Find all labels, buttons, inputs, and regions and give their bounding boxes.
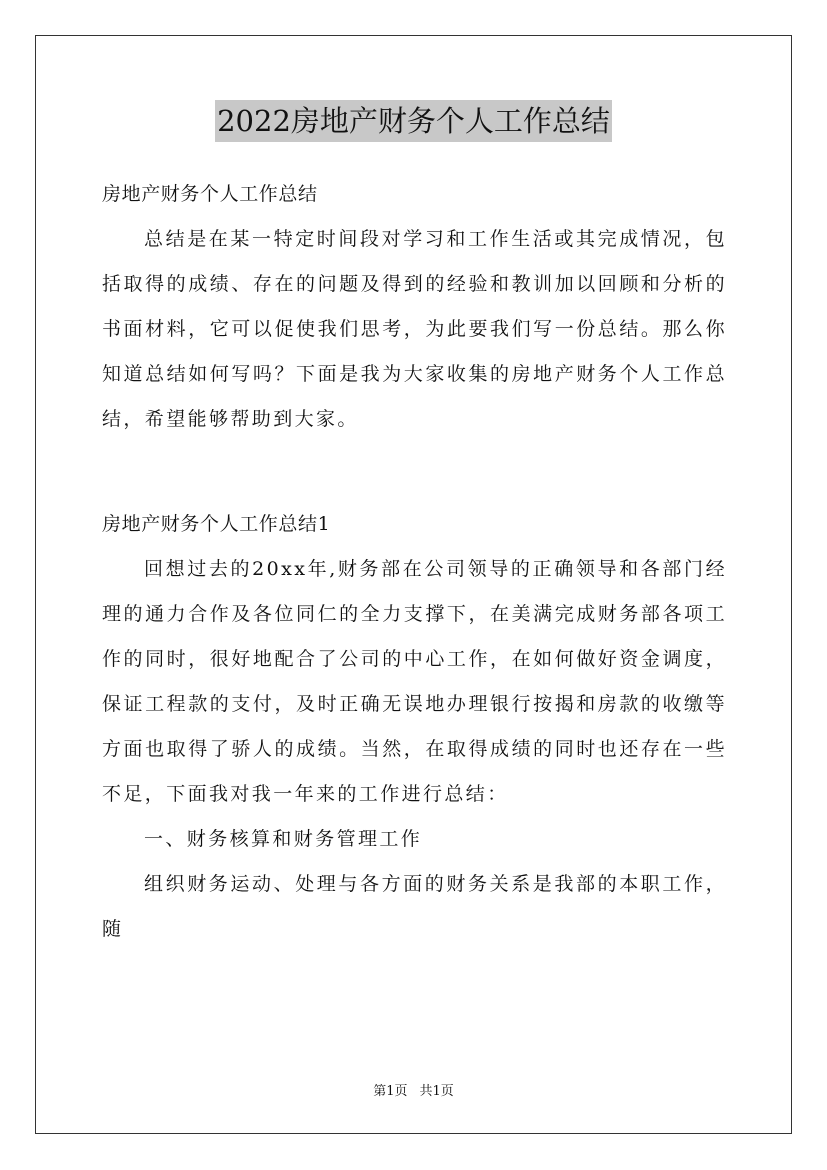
document-title: 2022房地产财务个人工作总结 — [215, 100, 612, 142]
section-heading-1: 房地产财务个人工作总结1 — [102, 513, 331, 535]
page-number: 第1页 — [373, 1084, 408, 1099]
section-heading: 房地产财务个人工作总结 — [102, 183, 318, 205]
body-paragraph: 回想过去的20xx年,财务部在公司领导的正确领导和各部门经理的通力合作及各位同仁的全力支撑下，在美满完成财务部各项工作的同时，很好地配合了公司的中心工作，在如何做好资金调度，保证工程款的支付，及时正确无误地办理银行按揭和房款的收缴等方面也取得了骄人的成绩。当然，在取得成绩的同时也还存在一些不足，下面我对我一年来的工作进行总结： — [102, 558, 727, 805]
section-gap — [102, 442, 727, 502]
page-footer — [0, 1082, 827, 1102]
intro-paragraph: 总结是在某一特定时间段对学习和工作生活或其完成情况，包括取得的成绩、存在的问题及得到的经验和教训加以回顾和分析的书面材料，它可以促使我们思考，为此要我们写一份总结。那么你知道总结如何写吗？下面是我为大家收集的房地产财务个人工作总结，希望能够帮助到大家。 — [102, 228, 727, 430]
subsection-heading: 一、财务核算和财务管理工作 — [144, 828, 423, 850]
body-paragraph-continued: 组织财务运动、处理与各方面的财务关系是我部的本职工作，随 — [102, 873, 727, 940]
document-body — [102, 172, 727, 952]
title-container — [0, 100, 827, 142]
page-total: 共1页 — [419, 1084, 454, 1099]
